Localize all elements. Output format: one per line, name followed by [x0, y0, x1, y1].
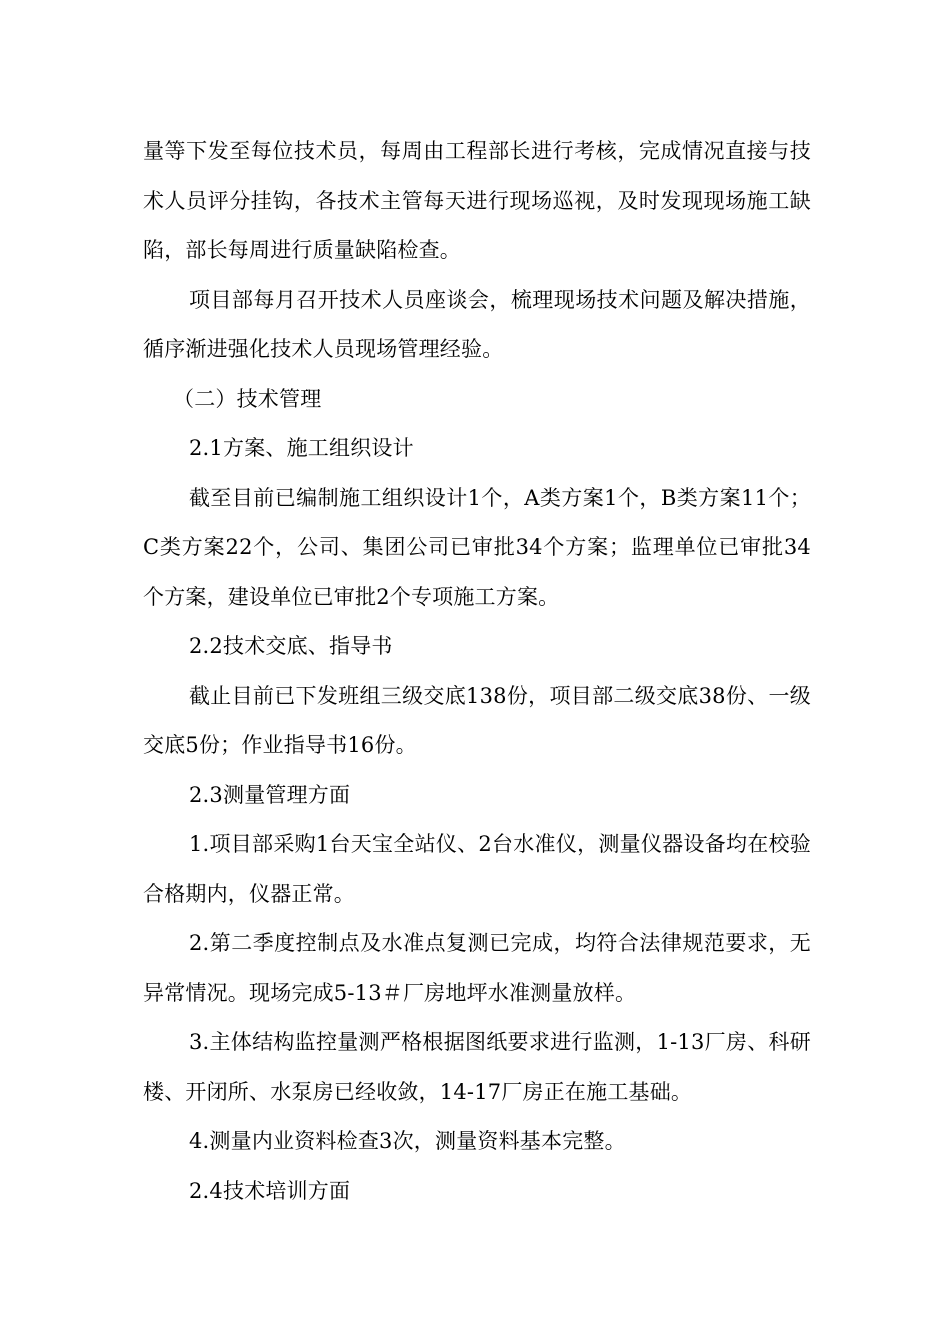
subheading-2-2: 2.2技术交底、指导书 — [189, 634, 393, 658]
list-item-4: 4.测量内业资料检查3次，测量资料基本完整。 — [189, 1129, 626, 1153]
paragraph-meeting: 项目部每月召开技术人员座谈会，梳理现场技术问题及解决措施，循序渐进强化技术人员现场管理经验。 — [143, 287, 811, 361]
paragraph-disclosure: 截止目前已下发班组三级交底138份，项目部二级交底38份、一级交底5份；作业指导书16份。 — [143, 683, 811, 757]
document-body — [143, 127, 811, 1216]
paragraph-plans: 截至目前已编制施工组织设计1个，A类方案1个，B类方案11个；C类方案22个，公司、集团公司已审批34个方案；监理单位已审批34个方案，建设单位已审批2个专项施工方案。 — [143, 485, 811, 609]
list-item-1: 1.项目部采购1台天宝全站仪、2台水准仪，测量仪器设备均在校验合格期内，仪器正常。 — [143, 832, 811, 906]
list-item-3: 3.主体结构监控量测严格根据图纸要求进行监测，1-13厂房、科研楼、开闭所、水泵房已经收敛，14-17厂房正在施工基础。 — [143, 1030, 811, 1104]
subheading-2-4: 2.4技术培训方面 — [189, 1178, 351, 1203]
list-item-2: 2.第二季度控制点及水准点复测已完成，均符合法律规范要求，无异常情况。现场完成5-13＃厂房地坪水准测量放样。 — [143, 931, 811, 1005]
subheading-2-1: 2.1方案、施工组织设计 — [189, 436, 414, 460]
subheading-2-3: 2.3测量管理方面 — [189, 782, 351, 807]
section-heading-technical-management: （二）技术管理 — [173, 386, 322, 411]
paragraph-continuation: 量等下发至每位技术员，每周由工程部长进行考核，完成情况直接与技术人员评分挂钩，各技术主管每天进行现场巡视，及时发现现场施工缺陷，部长每周进行质量缺陷检查。 — [143, 139, 811, 262]
